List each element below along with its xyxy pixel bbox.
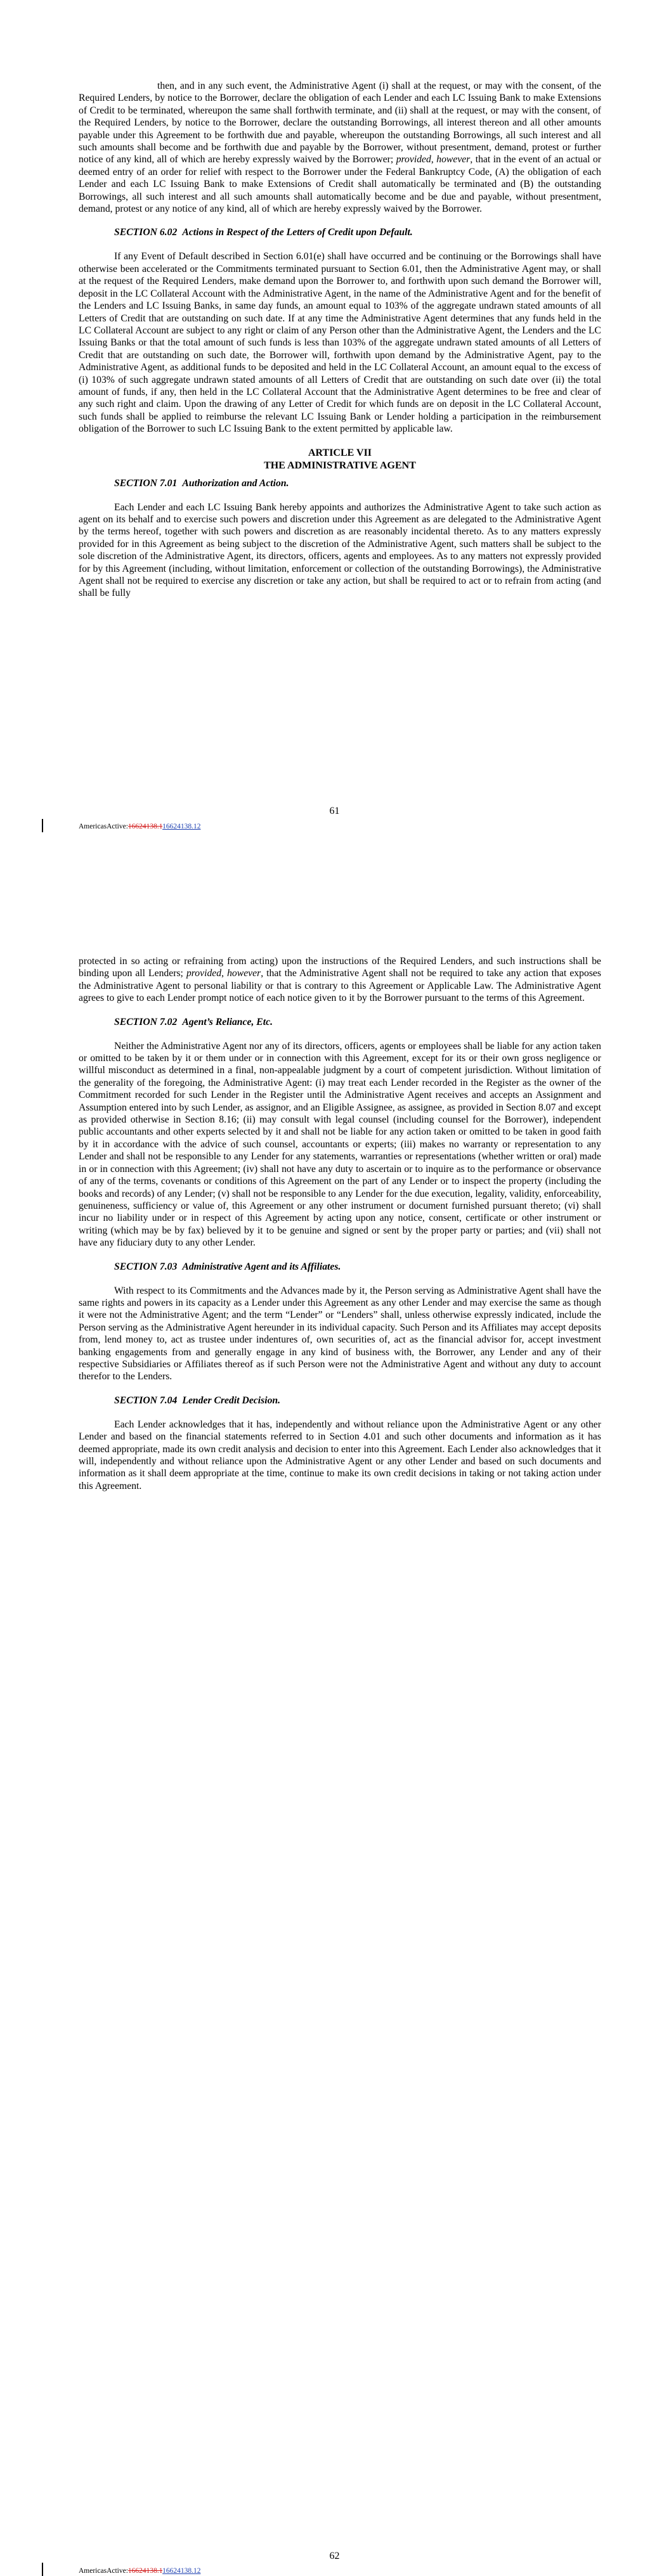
page-62-body: [79, 955, 601, 1504]
inserted-doc-id: 16624138.12: [162, 823, 201, 830]
article-title: THE ADMINISTRATIVE AGENT: [264, 460, 416, 471]
article-number: ARTICLE VII: [308, 447, 372, 458]
page-62: [0, 865, 669, 2575]
paragraph-6-01-continuation: then, and in any such event, the Administrative Agent (i) shall at the request, or may with the consent, of the Required Lenders, by notice to the Borrower, declare the obligation of each Lender and each LC Issuing Bank to make Extensions of Credit to be terminated, whereupon the same shall forthwith terminate, and (ii) shall at the request, or may with the consent, of the Required Lenders, by notice to the Borrower, declare the outstanding Borrowings, all interest thereon and all other amounts payable under this Agreement to be forthwith due and payable, whereupon the outstanding Borrowings, all such interest and all such amounts shall become and be forthwith due and payable by the Borrower, without presentment, demand, protest or further notice of any kind, all of which are hereby expressly waived by the Borrower; provided, however, that in the event of an actual or deemed entry of an order for relief with respect to the Borrower under the Federal Bankruptcy Code, (A) the obligation of each Lender and each LC Issuing Bank to make Extensions of Credit shall automatically be terminated and (B) the outstanding Borrowings, all such interest and all such amounts shall automatically become and be due and payable, without presentment, demand, protest or any notice of any kind, all of which are hereby expressly waived by the Borrower.: [79, 80, 602, 215]
section-heading-7-02: SECTION 7.02 Agent’s Reliance, Etc.: [114, 1016, 273, 1027]
inserted-doc-id: 16624138.12: [162, 2567, 201, 2575]
section-heading-7-04: SECTION 7.04 Lender Credit Decision.: [114, 1394, 281, 1406]
change-bar: [42, 2563, 43, 2576]
section-heading-7-03: SECTION 7.03 Administrative Agent and its Affiliates.: [114, 1261, 341, 1272]
document-footer: AmericasActive:16624138.116624138.12: [79, 2567, 201, 2575]
paragraph-7-03: With respect to its Commitments and the Advances made by it, the Person serving as Administrative Agent shall have the same rights and powers in its capacity as a Lender under this Agreement as any other Lender and may exercise the same as though it were not the Administrative Agent; and the term “Lender” or “Lenders” shall, unless otherwise expressly indicated, include the Person serving as the Administrative Agent hereunder in its individual capacity. Such Person and its Affiliates may accept deposits from, lend money to, act as trustee under indentures of, own securities of, act as the financial advisor for, accept investment banking engagements from and generally engage in any kind of business with, the Borrower, any Lender and any of their respective Subsidiaries or Affiliates thereof as if such Person were not the Administrative Agent and without any duty to account therefor to the Lenders.: [79, 1285, 601, 1382]
deleted-doc-id: 16624138.1: [127, 823, 163, 830]
paragraph-7-02: Neither the Administrative Agent nor any of its directors, officers, agents or employees shall be liable for any action taken or omitted to be taken by it or them under or in connection with this Agreement, except for its or their own gross negligence or willful misconduct as determined in a final, non-appealable judgment by a court of competent jurisdiction. Without limitation of the generality of the foregoing, the Administrative Agent: (i) may treat each Lender recorded in the Register as the owner of the Commitment recorded for such Lender in the Register until the Administrative Agent receives and accepts an Assignment and Assumption entered into by such Lender, as assignor, and an Eligible Assignee, as assignee, as provided in Section 8.07 and except as provided otherwise in Section 8.16; (ii) may consult with legal counsel (including counsel for the Borrower), independent public accountants and other experts selected by it and shall not be liable for any action taken or omitted to be taken in good faith by it in accordance with the advice of such counsel, accountants or experts; (iii) makes no warranty or representation to any Lender and shall not be responsible to any Lender for any statements, warranties or representations (whether written or oral) made in or in connection with this Agreement; (iv) shall not have any duty to ascertain or to inquire as to the performance or observance of any of the terms, covenants or conditions of this Agreement on the part of any Lender or to inspect the property (including the books and records) of any Lender; (v) shall not be responsible to any Lender for the due execution, legality, validity, enforceability, genuineness, sufficiency or value of, this Agreement or any other instrument or document furnished pursuant thereto; (vi) shall incur no liability under or in respect of this Agreement by acting upon any notice, consent, certificate or other instrument or writing (which may be by fax) believed by it to be genuine and signed or sent by the proper party or parties; and (vii) shall not have any fiduciary duty to any other Lender.: [79, 1040, 601, 1249]
page-61: [0, 0, 669, 865]
article-heading: [79, 447, 601, 472]
paragraph-7-01: Each Lender and each LC Issuing Bank hereby appoints and authorizes the Administrative Agent to take such action as agent on its behalf and to exercise such powers and discretion under this Agreement as are delegated to the Administrative Agent by the terms hereof, together with such powers and discretion as are reasonably incidental thereto. As to any matters expressly provided for in this Agreement as being subject to the discretion of the Administrative Agent, such matters shall be subject to the sole discretion of the Administrative Agent, its directors, officers, agents and employees. As to any matters not expressly provided for by this Agreement (including, without limitation, enforcement or collection of the outstanding Borrowings), the Administrative Agent shall not be required to exercise any discretion or take any action, but shall be required to act or to refrain from acting (and shall be fully: [79, 501, 601, 599]
paragraph-7-01-continuation: protected in so acting or refraining from acting) upon the instructions of the Required Lenders, and such instructions shall be binding upon all Lenders; provided, however, that the Administrative Agent shall not be required to take any action that exposes the Administrative Agent to personal liability or that is contrary to this Agreement or Applicable Law. The Administrative Agent agrees to give to each Lender prompt notice of each notice given to it by the Borrower pursuant to the terms of this Agreement.: [79, 956, 601, 1004]
section-heading-7-01: SECTION 7.01 Authorization and Action.: [114, 477, 289, 489]
section-heading-6-02: SECTION 6.02 Actions in Respect of the Letters of Credit upon Default.: [114, 227, 413, 238]
page-number: 61: [329, 806, 340, 816]
page-number: 62: [329, 2551, 340, 2561]
paragraph-6-02: If any Event of Default described in Section 6.01(e) shall have occurred and be continuing or the Borrowings shall have otherwise been accelerated or the Commitments terminated pursuant to Section 6.01, then the Administrative Agent may, or shall at the request of the Required Lenders, make demand upon the Borrower to, and forthwith upon such demand the Borrower will, deposit in the LC Collateral Account with the Administrative Agent, in the name of the Administrative Agent and for the benefit of the Lenders and LC Issuing Banks, in same day funds, an amount equal to 103% of the aggregate undrawn stated amounts of all Letters of Credit that are outstanding on such date. If at any time the Administrative Agent determines that any funds held in the LC Collateral Account are subject to any right or claim of any Person other than the Administrative Agent, the Lenders and the LC Issuing Banks or that the total amount of such funds is less than 103% of the aggregate undrawn stated amounts of all Letters of Credit that are outstanding on such date, the Borrower will, forthwith upon demand by the Administrative Agent, pay to the Administrative Agent, as additional funds to be deposited and held in the LC Collateral Account, an amount equal to the excess of (i) 103% of such aggregate undrawn stated amounts of all Letters of Credit that are outstanding on such date over (ii) the total amount of funds, if any, then held in the LC Collateral Account that the Administrative Agent determines to be free and clear of any such right and claim. Upon the drawing of any Letter of Credit for which funds are on deposit in the LC Collateral Account, such funds shall be applied to reimburse the relevant LC Issuing Bank or Lender holding a participation in the reimbursement obligation of the Borrower to such LC Issuing Bank to the extent permitted by applicable law.: [79, 251, 601, 435]
document-footer: AmericasActive:16624138.116624138.12: [79, 823, 201, 830]
change-bar: [42, 819, 43, 832]
page-61-body: [79, 80, 601, 611]
deleted-doc-id: 16624138.1: [127, 2567, 163, 2575]
paragraph-7-04: Each Lender acknowledges that it has, independently and without reliance upon the Administrative Agent or any other Lender and based on the financial statements referred to in Section 4.01 and such other documents and information as it has deemed appropriate, made its own credit analysis and decision to enter into this Agreement. Each Lender also acknowledges that it will, independently and without reliance upon the Administrative Agent or any other Lender and based on such documents and information as it shall deem appropriate at the time, continue to make its own credit decisions in taking or not taking action under this Agreement.: [79, 1419, 601, 1491]
